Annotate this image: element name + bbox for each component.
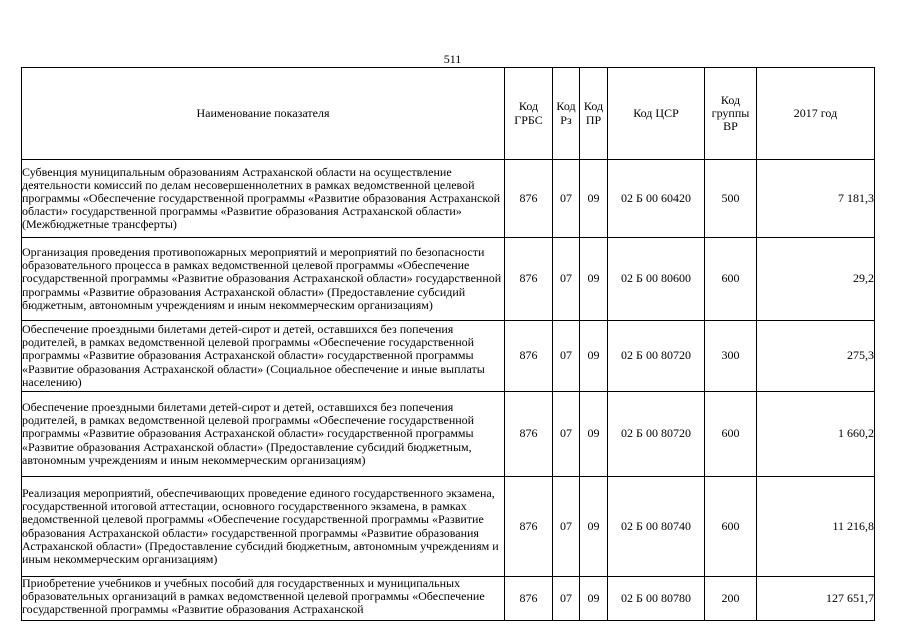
row-rz: 07 [553, 577, 580, 621]
header-grbs: Код ГРБС [505, 68, 553, 160]
row-grbs: 876 [505, 577, 553, 621]
row-vr: 600 [705, 392, 757, 477]
row-name: Реализация мероприятий, обеспечивающих проведение единого государственного экзамена, государственной итоговой аттестации, основного государственного экзамена, в рамках ведомственной целевой программы «Обеспечение государственной программы «Развитие образования Астраханской области» государственной программы «Развитие образования Астраханской области» (Предоставление субсидий бюджетным, автономным учреждениям и иным некоммерческим организациям) [22, 477, 505, 577]
row-grbs: 876 [505, 238, 553, 321]
row-name: Субвенция муниципальным образованиям Астраханской области на осуществление деятельности комиссий по делам несовершеннолетних в рамках ведомственной целевой программы «Обеспечение государственной программы «Развитие образования Астраханской области» государственной программы «Развитие образования Астраханской области» (Межбюджетные трансферты) [22, 160, 505, 238]
row-vr: 600 [705, 477, 757, 577]
header-csr: Код ЦСР [608, 68, 705, 160]
row-amount: 29,2 [757, 238, 875, 321]
row-pr: 09 [580, 477, 608, 577]
row-grbs: 876 [505, 160, 553, 238]
table-row [22, 577, 875, 621]
row-csr: 02 Б 00 80720 [608, 321, 705, 392]
row-grbs: 876 [505, 392, 553, 477]
row-amount: 1 660,2 [757, 392, 875, 477]
header-row [22, 68, 875, 160]
table-row [22, 477, 875, 577]
row-grbs: 876 [505, 477, 553, 577]
row-csr: 02 Б 00 80600 [608, 238, 705, 321]
row-name: Обеспечение проездными билетами детей-сирот и детей, оставшихся без попечения родителей, в рамках ведомственной целевой программы «Обеспечение государственной программы «Развитие образования Астраханской области» государственной программы «Развитие образования Астраханской области» (Социальное обеспечение и иные выплаты населению) [22, 321, 505, 392]
row-csr: 02 Б 00 60420 [608, 160, 705, 238]
header-vr: Код группы ВР [705, 68, 757, 160]
row-name: Организация проведения противопожарных мероприятий и мероприятий по безопасности образовательного процесса в рамках ведомственной целевой программы «Обеспечение государственной программы «Развитие образования Астраханской области» государственной программы «Развитие образования Астраханской области» (Предоставление субсидий бюджетным, автономным учреждениям и иным некоммерческим организациям) [22, 238, 505, 321]
row-pr: 09 [580, 392, 608, 477]
row-name: Обеспечение проездными билетами детей-сирот и детей, оставшихся без попечения родителей, в рамках ведомственной целевой программы «Обеспечение государственной программы «Развитие образования Астраханской области» государственной программы «Развитие образования Астраханской области» (Предоставление субсидий бюджетным, автономным учреждениям и иным некоммерческим организациям) [22, 392, 505, 477]
row-amount: 275,3 [757, 321, 875, 392]
header-name: Наименование показателя [22, 68, 505, 160]
row-rz: 07 [553, 477, 580, 577]
row-pr: 09 [580, 321, 608, 392]
table-row [22, 238, 875, 321]
row-csr: 02 Б 00 80780 [608, 577, 705, 621]
table-row [22, 160, 875, 238]
header-rz: Код Рз [553, 68, 580, 160]
row-amount: 127 651,7 [757, 577, 875, 621]
row-amount: 11 216,8 [757, 477, 875, 577]
row-csr: 02 Б 00 80740 [608, 477, 705, 577]
header-year: 2017 год [757, 68, 875, 160]
row-rz: 07 [553, 321, 580, 392]
row-vr: 500 [705, 160, 757, 238]
row-grbs: 876 [505, 321, 553, 392]
page-number: 511 [443, 52, 462, 66]
row-amount: 7 181,3 [757, 160, 875, 238]
row-vr: 600 [705, 238, 757, 321]
budget-table [21, 67, 875, 621]
row-pr: 09 [580, 577, 608, 621]
row-rz: 07 [553, 238, 580, 321]
row-csr: 02 Б 00 80720 [608, 392, 705, 477]
row-pr: 09 [580, 160, 608, 238]
table-row [22, 321, 875, 392]
row-rz: 07 [553, 160, 580, 238]
row-pr: 09 [580, 238, 608, 321]
row-vr: 300 [705, 321, 757, 392]
table-row [22, 392, 875, 477]
row-vr: 200 [705, 577, 757, 621]
header-pr: Код ПР [580, 68, 608, 160]
row-rz: 07 [553, 392, 580, 477]
row-name: Приобретение учебников и учебных пособий для государственных и муниципальных образовательных организаций в рамках ведомственной целевой программы «Обеспечение государственной программы «Развитие образования Астраханской [22, 577, 505, 621]
